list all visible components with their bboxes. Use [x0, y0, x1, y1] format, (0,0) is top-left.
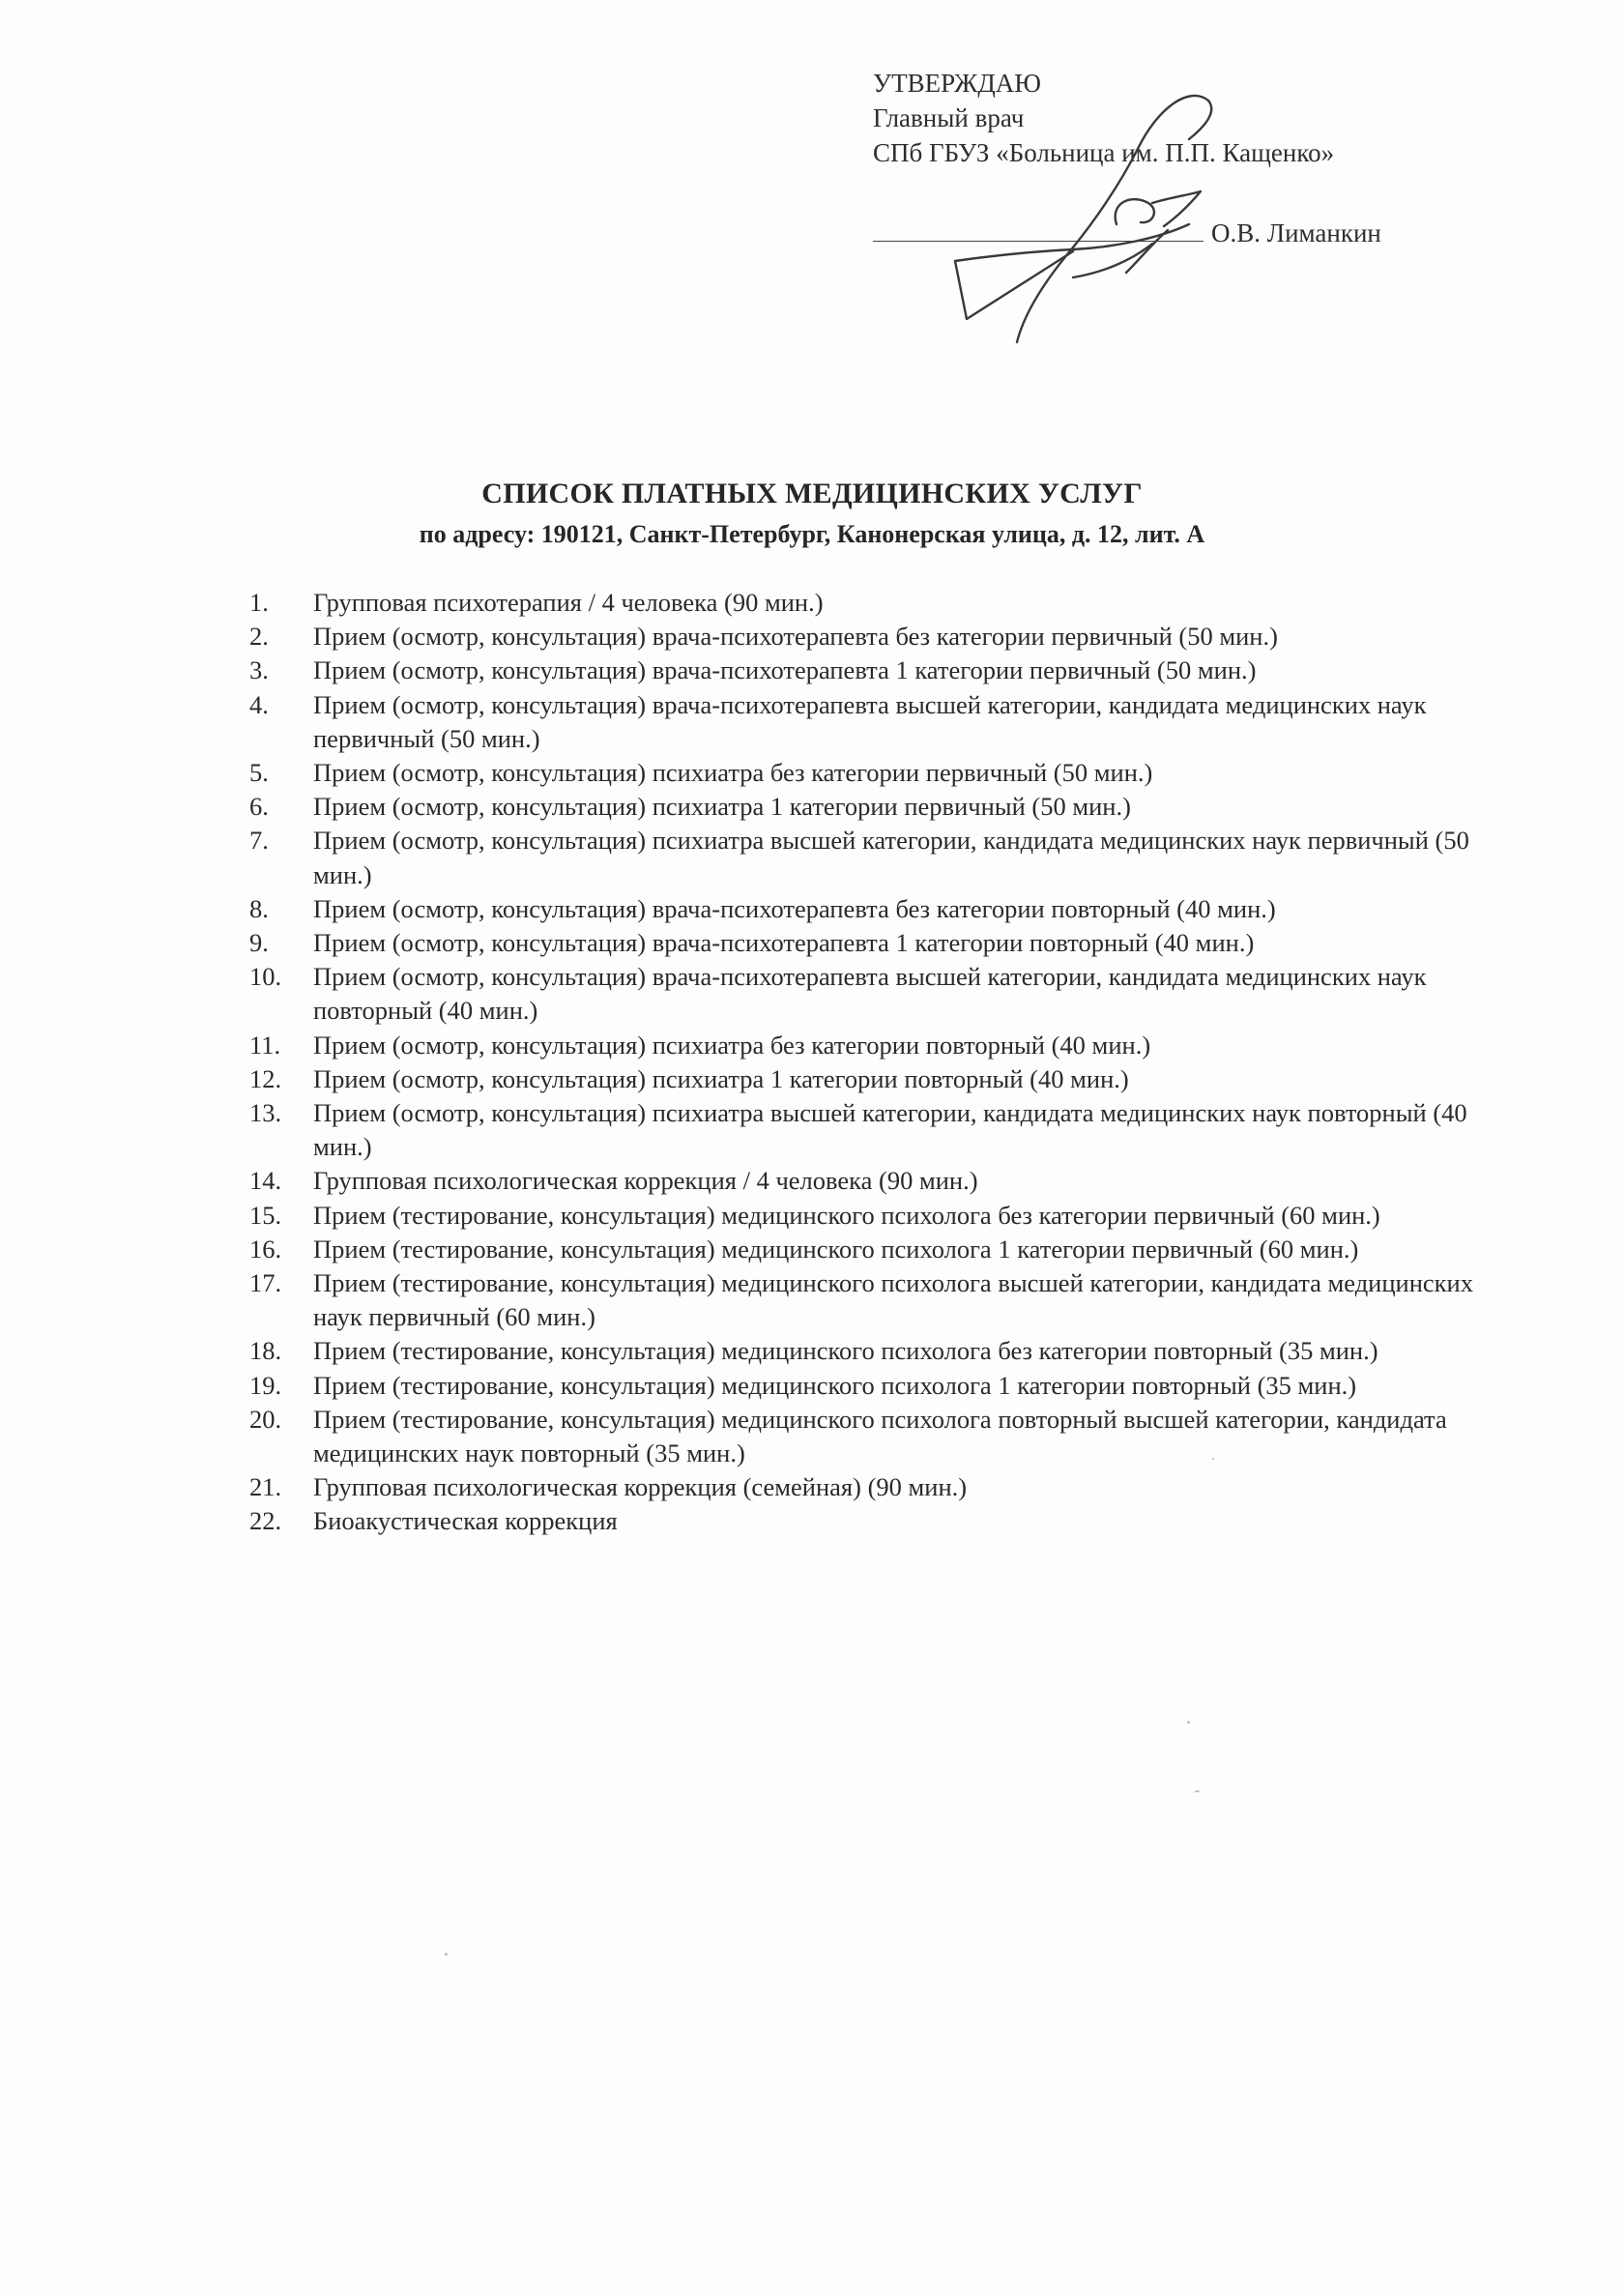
- item-text: Групповая психологическая коррекция / 4 человека (90 мин.): [313, 1166, 978, 1196]
- item-text: Прием (осмотр, консультация) психиатра без категории первичный (50 мин.): [313, 758, 1153, 788]
- item-text: Биоакустическая коррекция: [313, 1506, 618, 1536]
- list-item: [249, 1096, 1487, 1164]
- scan-speck: [1187, 1721, 1190, 1724]
- list-item: [249, 1334, 1487, 1368]
- item-text: Групповая психологическая коррекция (семейная) (90 мин.): [313, 1472, 968, 1502]
- item-text: Прием (осмотр, консультация) врача-психотерапевта высшей категории, кандидата медицинских наук повторный (40 мин.): [313, 962, 1427, 1026]
- item-number: 10.: [249, 962, 282, 992]
- scan-speck: [1195, 1790, 1200, 1792]
- item-number: 19.: [249, 1370, 282, 1400]
- item-number: 11.: [249, 1030, 281, 1060]
- approval-position: Главный врач: [873, 103, 1025, 132]
- list-item: [249, 756, 1487, 790]
- item-number: 18.: [249, 1336, 282, 1366]
- item-number: 3.: [249, 655, 269, 685]
- item-text: Прием (осмотр, консультация) психиатра без категории повторный (40 мин.): [313, 1030, 1151, 1060]
- list-item: [249, 1164, 1487, 1198]
- item-text: Прием (осмотр, консультация) врача-психотерапевта 1 категории повторный (40 мин.): [313, 928, 1255, 958]
- item-number: 9.: [249, 928, 269, 958]
- item-text: Прием (осмотр, консультация) психиатра 1 категории повторный (40 мин.): [313, 1063, 1129, 1093]
- list-item: [249, 1199, 1487, 1233]
- list-item: [249, 1266, 1487, 1334]
- handwritten-signature: [928, 89, 1247, 350]
- item-text: Прием (тестирование, консультация) медицинского психолога 1 категории повторный (35 мин.): [313, 1370, 1357, 1400]
- scan-speck: [445, 1953, 448, 1956]
- item-number: 14.: [249, 1166, 282, 1196]
- item-number: 22.: [249, 1506, 282, 1536]
- item-number: 21.: [249, 1472, 282, 1502]
- approval-heading: УТВЕРЖДАЮ: [873, 69, 1042, 98]
- item-number: 20.: [249, 1404, 282, 1434]
- list-item: [249, 960, 1487, 1028]
- item-text: Прием (осмотр, консультация) врача-психотерапевта 1 категории первичный (50 мин.): [313, 655, 1257, 685]
- signatory-name: О.В. Лиманкин: [1211, 218, 1381, 247]
- item-number: 2.: [249, 622, 269, 652]
- list-item: [249, 824, 1487, 891]
- item-text: Прием (осмотр, консультация) врача-психотерапевта без категории повторный (40 мин.): [313, 893, 1276, 923]
- item-number: 8.: [249, 893, 269, 923]
- scan-speck: [1212, 1458, 1214, 1460]
- item-number: 6.: [249, 792, 269, 822]
- item-text: Прием (осмотр, консультация) психиатра высшей категории, кандидата медицинских наук повторный (40 мин.): [313, 1098, 1467, 1162]
- list-item: [249, 586, 1487, 620]
- services-list: [249, 586, 1487, 1539]
- item-text: Прием (осмотр, консультация) психиатра высшей категории, кандидата медицинских наук первичный (50 мин.): [313, 826, 1469, 889]
- item-text: Прием (тестирование, консультация) медицинского психолога повторный высшей категории, кандидата медицинских наук повторный (35 мин.): [313, 1404, 1447, 1468]
- item-number: 17.: [249, 1268, 282, 1298]
- document-address: по адресу: 190121, Санкт-Петербург, Канонерская улица, д. 12, лит. А: [419, 520, 1205, 548]
- list-item: [249, 1403, 1487, 1470]
- item-number: 12.: [249, 1063, 282, 1093]
- item-number: 13.: [249, 1098, 282, 1128]
- item-text: Групповая психотерапия / 4 человека (90 мин.): [313, 588, 824, 617]
- list-item: [249, 926, 1487, 960]
- item-text: Прием (тестирование, консультация) медицинского психолога 1 категории первичный (60 мин.): [313, 1234, 1359, 1264]
- list-item: [249, 1470, 1487, 1504]
- item-number: 16.: [249, 1234, 282, 1264]
- document-title: СПИСОК ПЛАТНЫХ МЕДИЦИНСКИХ УСЛУГ: [481, 478, 1143, 509]
- item-number: 7.: [249, 826, 269, 856]
- list-item: [249, 892, 1487, 926]
- item-number: 5.: [249, 758, 269, 788]
- list-item: [249, 654, 1487, 687]
- list-item: [249, 1029, 1487, 1062]
- item-text: Прием (осмотр, консультация) психиатра 1 категории первичный (50 мин.): [313, 792, 1131, 822]
- item-number: 1.: [249, 588, 269, 617]
- item-number: 15.: [249, 1200, 282, 1230]
- list-item: [249, 688, 1487, 756]
- list-item: [249, 1233, 1487, 1266]
- item-text: Прием (тестирование, консультация) медицинского психолога без категории повторный (35 мин.): [313, 1336, 1378, 1366]
- list-item: [249, 1062, 1487, 1096]
- list-item: [249, 790, 1487, 824]
- list-item: [249, 1504, 1487, 1538]
- list-item: [249, 620, 1487, 654]
- item-text: Прием (тестирование, консультация) медицинского психолога без категории первичный (60 мин.): [313, 1200, 1380, 1230]
- item-text: Прием (осмотр, консультация) врача-психотерапевта высшей категории, кандидата медицинских наук первичный (50 мин.): [313, 689, 1427, 753]
- approval-organization: СПб ГБУЗ «Больница им. П.П. Кащенко»: [873, 138, 1335, 167]
- item-number: 4.: [249, 689, 269, 719]
- item-text: Прием (тестирование, консультация) медицинского психолога высшей категории, кандидата медицинских наук первичный (60 мин.): [313, 1268, 1473, 1332]
- item-text: Прием (осмотр, консультация) врача-психотерапевта без категории первичный (50 мин.): [313, 622, 1278, 652]
- list-item: [249, 1369, 1487, 1403]
